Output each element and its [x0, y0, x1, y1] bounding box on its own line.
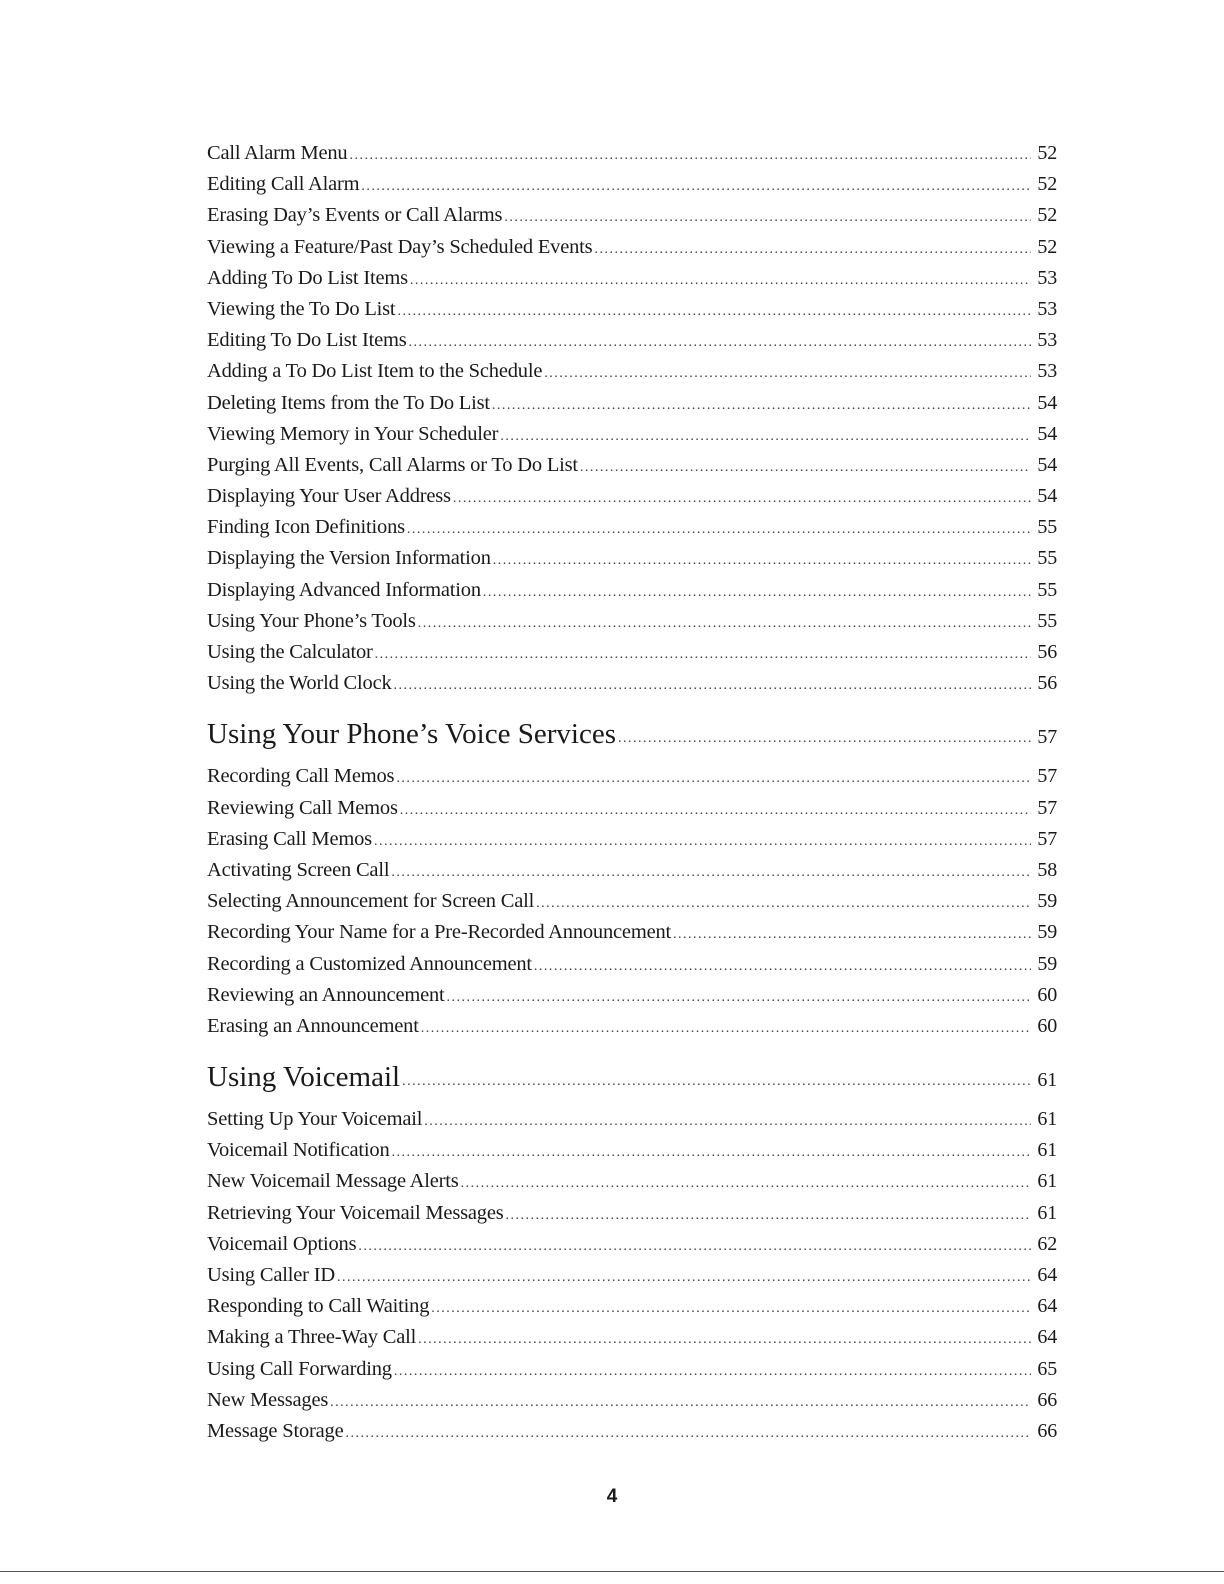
page-reference: 55	[1037, 609, 1057, 632]
page-reference: 52	[1037, 204, 1057, 227]
page-reference: 61	[1037, 1170, 1057, 1193]
entry-title: Adding To Do List Items	[207, 266, 408, 289]
dot-leader	[673, 927, 1031, 943]
toc-entry[interactable]	[207, 1202, 1057, 1233]
toc-entry[interactable]	[207, 953, 1057, 984]
dot-leader	[391, 865, 1031, 881]
toc-entry[interactable]	[207, 204, 1057, 235]
toc-entry[interactable]	[207, 236, 1057, 267]
dot-leader	[361, 179, 1031, 195]
page-reference: 59	[1037, 890, 1057, 913]
entry-title: New Voicemail Message Alerts	[207, 1170, 459, 1193]
entry-title: Viewing the To Do List	[207, 297, 396, 320]
entry-title: Reviewing Call Memos	[207, 796, 398, 819]
entry-title: Recording Call Memos	[207, 765, 395, 788]
toc-entry[interactable]	[207, 173, 1057, 204]
page-reference: 57	[1037, 827, 1057, 850]
dot-leader	[396, 771, 1031, 787]
entry-title: Using the Calculator	[207, 641, 373, 663]
toc-entry[interactable]	[207, 797, 1057, 828]
entry-title: Retrieving Your Voicemail Messages	[207, 1201, 504, 1224]
dot-leader	[375, 647, 1031, 663]
page-reference: 55	[1037, 547, 1057, 570]
page-reference: 55	[1037, 578, 1057, 601]
toc-entry[interactable]	[207, 547, 1057, 578]
page-reference: 60	[1037, 983, 1057, 1006]
toc-entry[interactable]	[207, 641, 1057, 672]
dot-leader	[461, 1176, 1031, 1192]
toc-entry[interactable]	[207, 672, 1057, 703]
toc-entry[interactable]	[207, 579, 1057, 610]
page-number: 4	[606, 1486, 618, 1507]
entry-title: Using Your Phone’s Tools	[207, 609, 416, 632]
toc-entry[interactable]	[207, 610, 1057, 641]
page-reference: 64	[1037, 1295, 1057, 1318]
page-reference: 54	[1037, 485, 1057, 508]
entry-title: Adding a To Do List Item to the Schedule	[207, 360, 543, 383]
toc-entry[interactable]	[207, 142, 1057, 173]
dot-leader	[504, 210, 1031, 226]
toc-entry[interactable]	[207, 1389, 1057, 1420]
toc-entry[interactable]	[207, 921, 1057, 952]
dot-leader	[492, 398, 1031, 414]
entry-title: Viewing a Feature/Past Day’s Scheduled Events	[207, 235, 593, 258]
page-reference: 53	[1037, 360, 1057, 383]
dot-leader	[447, 990, 1031, 1006]
entry-title: Using the World Clock	[207, 672, 392, 695]
page-reference: 54	[1037, 453, 1057, 476]
page-reference: 58	[1037, 858, 1057, 881]
page-reference: 52	[1037, 142, 1057, 164]
toc-entry[interactable]	[207, 1264, 1057, 1295]
page-reference: 60	[1037, 1014, 1057, 1037]
toc-entry[interactable]	[207, 516, 1057, 547]
toc-entry[interactable]	[207, 828, 1057, 859]
toc-section-heading[interactable]	[207, 1046, 1057, 1108]
dot-leader	[418, 616, 1031, 632]
dot-leader	[536, 896, 1031, 912]
page-reference: 57	[1037, 765, 1057, 788]
dot-leader	[493, 553, 1031, 569]
page-reference: 52	[1037, 173, 1057, 196]
dot-leader	[407, 522, 1031, 538]
dot-leader	[337, 1270, 1031, 1286]
toc-entry[interactable]	[207, 1326, 1057, 1357]
page-reference: 53	[1037, 266, 1057, 289]
dot-leader	[618, 731, 1031, 747]
entry-title: Erasing an Announcement	[207, 1014, 419, 1037]
entry-title: Purging All Events, Call Alarms or To Do List	[207, 453, 578, 476]
entry-title: Recording Your Name for a Pre-Recorded Announcement	[207, 921, 672, 944]
page-reference: 53	[1037, 297, 1057, 320]
toc-entry[interactable]	[207, 1108, 1057, 1139]
toc-entry[interactable]	[207, 267, 1057, 298]
page-reference: 61	[1037, 1139, 1057, 1162]
dot-leader	[392, 1145, 1031, 1161]
entry-title: Voicemail Options	[207, 1232, 357, 1255]
toc-entry[interactable]	[207, 1170, 1057, 1201]
page-reference: 52	[1037, 235, 1057, 258]
page-reference: 65	[1037, 1357, 1057, 1380]
entry-title: Reviewing an Announcement	[207, 983, 445, 1006]
entry-title: Call Alarm Menu	[207, 142, 348, 164]
page-reference: 54	[1037, 391, 1057, 414]
table-of-contents	[207, 142, 1057, 1451]
dot-leader	[544, 366, 1031, 382]
toc-entry[interactable]	[207, 392, 1057, 423]
page-reference: 64	[1037, 1264, 1057, 1286]
entry-title: Displaying Advanced Information	[207, 578, 481, 601]
page-reference: 56	[1037, 641, 1057, 663]
toc-entry[interactable]	[207, 765, 1057, 796]
toc-entry[interactable]	[207, 423, 1057, 454]
dot-leader	[421, 1021, 1031, 1037]
entry-title: Using Call Forwarding	[207, 1357, 392, 1380]
entry-title: Displaying Your User Address	[207, 485, 451, 508]
toc-entry[interactable]	[207, 859, 1057, 890]
entry-title: Deleting Items from the To Do List	[207, 391, 490, 414]
dot-leader	[330, 1395, 1031, 1411]
section-title: Using Your Phone’s Voice Services	[207, 717, 616, 750]
entry-title: Displaying the Version Information	[207, 547, 491, 570]
entry-title: Erasing Day’s Events or Call Alarms	[207, 204, 503, 227]
entry-title: Voicemail Notification	[207, 1139, 390, 1162]
entry-title: Editing To Do List Items	[207, 329, 407, 352]
dot-leader	[397, 304, 1031, 320]
entry-title: Setting Up Your Voicemail	[207, 1108, 423, 1131]
dot-leader	[418, 1332, 1031, 1348]
dot-leader	[506, 1208, 1031, 1224]
toc-entry[interactable]	[207, 1420, 1057, 1451]
dot-leader	[483, 585, 1031, 601]
toc-entry[interactable]	[207, 329, 1057, 360]
page-reference: 56	[1037, 672, 1057, 695]
dot-leader	[410, 273, 1031, 289]
dot-leader	[394, 1364, 1031, 1380]
dot-leader	[400, 803, 1031, 819]
dot-leader	[409, 335, 1031, 351]
dot-leader	[374, 834, 1031, 850]
toc-entry[interactable]	[207, 984, 1057, 1015]
page-reference: 55	[1037, 516, 1057, 539]
toc-entry[interactable]	[207, 890, 1057, 921]
toc-entry[interactable]	[207, 1015, 1057, 1046]
entry-title: Erasing Call Memos	[207, 827, 372, 850]
page-reference: 66	[1037, 1419, 1057, 1442]
page-reference: 59	[1037, 921, 1057, 944]
page-reference: 66	[1037, 1388, 1057, 1411]
page-bottom-rule	[0, 1571, 1224, 1572]
dot-leader	[534, 959, 1031, 975]
toc-entry[interactable]	[207, 1358, 1057, 1389]
toc-entry[interactable]	[207, 1233, 1057, 1264]
dot-leader	[453, 491, 1031, 507]
dot-leader	[580, 460, 1031, 476]
toc-entry[interactable]	[207, 454, 1057, 485]
dot-leader	[345, 1426, 1031, 1442]
entry-title: Finding Icon Definitions	[207, 516, 405, 539]
toc-entry[interactable]	[207, 1295, 1057, 1326]
dot-leader	[394, 678, 1031, 694]
entry-title: Message Storage	[207, 1419, 344, 1442]
dot-leader	[402, 1074, 1031, 1090]
entry-title: Editing Call Alarm	[207, 173, 360, 196]
entry-title: Viewing Memory in Your Scheduler	[207, 422, 499, 445]
page-reference: 61	[1037, 1069, 1057, 1092]
dot-leader	[500, 429, 1031, 445]
entry-title: Activating Screen Call	[207, 858, 390, 881]
page-reference: 62	[1037, 1232, 1057, 1255]
page-reference: 64	[1037, 1326, 1057, 1349]
entry-title: Using Caller ID	[207, 1264, 335, 1286]
toc-entry[interactable]	[207, 298, 1057, 329]
toc-entry[interactable]	[207, 485, 1057, 516]
entry-title: Recording a Customized Announcement	[207, 952, 532, 975]
entry-title: Selecting Announcement for Screen Call	[207, 890, 535, 913]
dot-leader	[424, 1114, 1031, 1130]
page-reference: 61	[1037, 1201, 1057, 1224]
page-reference: 57	[1037, 726, 1057, 749]
dot-leader	[594, 242, 1031, 258]
page-reference: 53	[1037, 329, 1057, 352]
toc-entry[interactable]	[207, 360, 1057, 391]
page-reference: 57	[1037, 796, 1057, 819]
page-reference: 54	[1037, 422, 1057, 445]
toc-entry[interactable]	[207, 1139, 1057, 1170]
dot-leader	[431, 1301, 1031, 1317]
toc-section-heading[interactable]	[207, 703, 1057, 765]
page-reference: 59	[1037, 952, 1057, 975]
entry-title: Responding to Call Waiting	[207, 1295, 430, 1318]
dot-leader	[349, 148, 1031, 164]
section-title: Using Voicemail	[207, 1060, 401, 1093]
entry-title: New Messages	[207, 1388, 329, 1411]
dot-leader	[358, 1239, 1031, 1255]
page-reference: 61	[1037, 1108, 1057, 1131]
entry-title: Making a Three-Way Call	[207, 1326, 417, 1349]
